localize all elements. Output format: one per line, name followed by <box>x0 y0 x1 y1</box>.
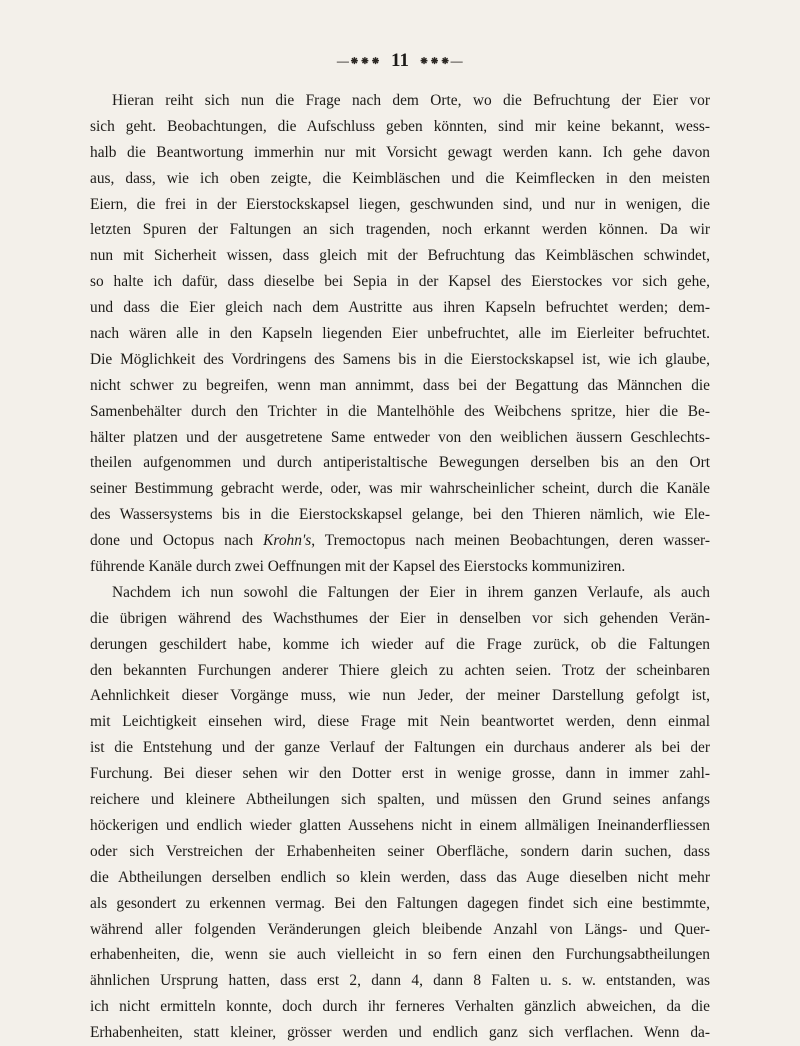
text-line: führende Kanäle durch zwei Oeffnungen mit der Kapsel des Eierstocks kommuniziren. <box>90 558 626 576</box>
text-line: ich nicht ermitteln konnte, doch durch ihr ferneres Verhalten gänzlich abweichen, da die <box>90 998 710 1016</box>
text-line: hälter platzen und der ausgetretene Same entweder von den weiblichen äussern Geschlechts- <box>90 428 710 446</box>
right-ornament: ⁕⁕⁕— <box>418 53 464 68</box>
text-line: aus, dass, wie ich oben zeigte, die Keimbläschen und die Keimflecken in den meisten <box>90 169 710 187</box>
text-line: während aller folgenden Veränderungen gleich bleibende Anzahl von Längs- und Quer- <box>90 920 710 938</box>
text-line: Erhabenheiten, statt kleiner, grösser werden und endlich ganz sich verflachen. Wenn da- <box>90 1024 710 1042</box>
text-line: Die Möglichkeit des Vordringens des Samens bis in die Eierstockskapsel ist, wie ich glaube, <box>90 350 710 368</box>
text-line: so halte ich dafür, dass dieselbe bei Sepia in der Kapsel des Eierstockes vor sich gehe, <box>90 273 710 291</box>
text-line: theilen aufgenommen und durch antiperistaltische Bewegungen derselben bis an den Ort <box>90 454 710 472</box>
left-ornament: —⁕⁕⁕ <box>336 53 382 68</box>
text-line: höckerigen und endlich wieder glatten Aussehens nicht in einem allmäligen Ineinanderfliessen <box>90 816 710 834</box>
text-line: sich geht. Beobachtungen, die Aufschluss geben könnten, sind mir keine bekannt, wess- <box>90 117 710 135</box>
text-line: nach wären alle in den Kapseln liegenden Eier unbefruchtet, alle im Eierleiter befruchtet. <box>90 325 710 343</box>
text-line: die übrigen während des Wachsthumes der Eier in denselben vor sich gehenden Verän- <box>90 609 710 627</box>
text-line: ähnlichen Ursprung hatten, dass erst 2, dann 4, dann 8 Falten u. s. w. entstanden, was <box>90 972 710 990</box>
author-name: Krohn's <box>263 532 312 550</box>
text-line: ist die Entstehung und der ganze Verlauf der Faltungen ein durchaus anderer als bei der <box>90 739 710 757</box>
text-line: den bekannten Furchungen anderer Thiere gleich zu achten seien. Trotz der scheinbaren <box>90 661 710 679</box>
body-text <box>90 88 710 1046</box>
text-line: des Wassersystems bis in die Eierstockskapsel gelange, bei den Thieren nämlich, wie Ele- <box>90 506 710 524</box>
text-line: Samenbehälter durch den Trichter in die Mantelhöhle des Weibchens spritze, hier die Be- <box>90 402 710 420</box>
text-line: nicht schwer zu begreifen, wenn man annimmt, dass bei der Begattung das Männchen die <box>90 376 710 394</box>
text-line: die Abtheilungen derselben endlich so klein werden, dass das Auge dieselben nicht mehr <box>90 868 710 886</box>
page-number: 11 <box>391 50 409 71</box>
text-line: erhabenheiten, die, wenn sie auch vielleicht in so fern einen den Furchungsabtheilungen <box>90 946 710 964</box>
text-line: oder sich Verstreichen der Erhabenheiten seiner Oberfläche, sondern darin suchen, dass <box>90 842 710 860</box>
text-line: seiner Bestimmung gebracht werde, oder, was mir wahrscheinlicher scheint, durch die Kanäle <box>90 480 710 498</box>
text-line <box>90 528 710 554</box>
text-line: Aehnlichkeit dieser Vorgänge muss, wie nun Jeder, der meiner Darstellung gefolgt ist, <box>90 687 710 705</box>
text-line: mit Leichtigkeit einsehen wird, diese Frage mit Nein beantwortet werden, denn einmal <box>90 713 710 731</box>
text-line: Eiern, die frei in der Eierstockskapsel liegen, geschwunden sind, und nur in wenigen, die <box>90 195 710 213</box>
text-line: halb die Beantwortung immerhin nur mit Vorsicht gewagt werden kann. Ich gehe davon <box>90 143 710 161</box>
text-line: und dass die Eier gleich nach dem Austritte aus ihren Kapseln befruchtet werden; dem- <box>90 299 710 317</box>
text-line-start: done und Octopus nach <box>90 532 264 550</box>
text-line: letzten Spuren der Faltungen an sich tragenden, noch erkannt werden können. Da wir <box>90 221 710 239</box>
text-line: Furchung. Bei dieser sehen wir den Dotter erst in wenige grosse, dann in immer zahl- <box>90 765 710 783</box>
running-header <box>0 50 800 72</box>
text-line: Nachdem ich nun sowohl die Faltungen der Eier in ihrem ganzen Verlaufe, als auch <box>112 583 710 601</box>
text-line: nun mit Sicherheit wissen, dass gleich mit der Befruchtung das Keimbläschen schwindet, <box>90 247 710 265</box>
text-line: derungen geschildert habe, komme ich wieder auf die Frage zurück, ob die Faltungen <box>90 635 710 653</box>
text-line-end: , Tremoctopus nach meinen Beobachtungen, deren wasser- <box>311 532 710 550</box>
text-line: Hieran reiht sich nun die Frage nach dem Orte, wo die Befruchtung der Eier vor <box>112 92 710 109</box>
text-line: reichere und kleinere Abtheilungen sich spalten, und müssen den Grund seines anfangs <box>90 791 710 809</box>
text-line: als gesondert zu erkennen vermag. Bei den Faltungen dagegen findet sich eine bestimmte, <box>90 894 710 912</box>
